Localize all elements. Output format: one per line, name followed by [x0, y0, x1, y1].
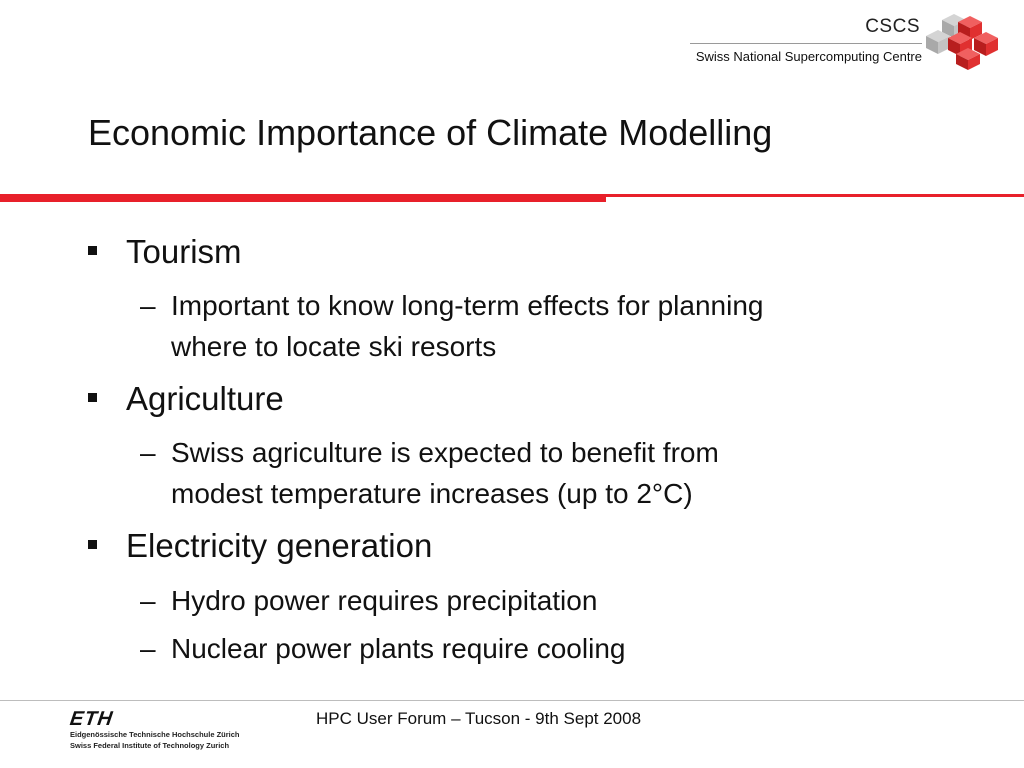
square-bullet-icon: [88, 393, 97, 402]
eth-name-german: Eidgenössische Technische Hochschule Zürich: [70, 730, 240, 739]
eth-name-english: Swiss Federal Institute of Technology Zurich: [70, 741, 230, 750]
title-underline-thin: [606, 194, 1024, 197]
bullet-label: Agriculture: [126, 380, 284, 417]
dash-bullet-icon: –: [140, 585, 156, 616]
bullet-label: Tourism: [126, 233, 242, 270]
square-bullet-icon: [88, 246, 97, 255]
sub-bullet-line: Swiss agriculture is expected to benefit from: [171, 437, 719, 468]
slide-title: Economic Importance of Climate Modelling: [88, 112, 773, 153]
sub-bullet-line: Hydro power requires precipitation: [171, 585, 598, 616]
footer-divider: [0, 700, 1024, 701]
square-bullet-icon: [88, 540, 97, 549]
sub-bullet-line: where to locate ski resorts: [171, 331, 497, 362]
cscs-cubes-icon: [924, 12, 1004, 72]
bullet-label: Electricity generation: [126, 527, 433, 564]
title-underline-thick: [0, 194, 606, 202]
org-name: Swiss National Supercomputing Centre: [695, 49, 922, 64]
org-abbrev: CSCS: [865, 16, 920, 37]
sub-bullet-line: Nuclear power plants require cooling: [171, 633, 626, 664]
header-divider: [690, 43, 922, 44]
sub-bullet-line: modest temperature increases (up to 2°C): [171, 478, 693, 509]
dash-bullet-icon: –: [140, 437, 156, 468]
dash-bullet-icon: –: [140, 633, 156, 664]
dash-bullet-icon: –: [140, 290, 156, 321]
sub-bullet-line: Important to know long-term effects for planning: [171, 290, 764, 321]
footer-event: HPC User Forum – Tucson - 9th Sept 2008: [316, 709, 642, 728]
eth-logo: ETH: [68, 708, 115, 730]
